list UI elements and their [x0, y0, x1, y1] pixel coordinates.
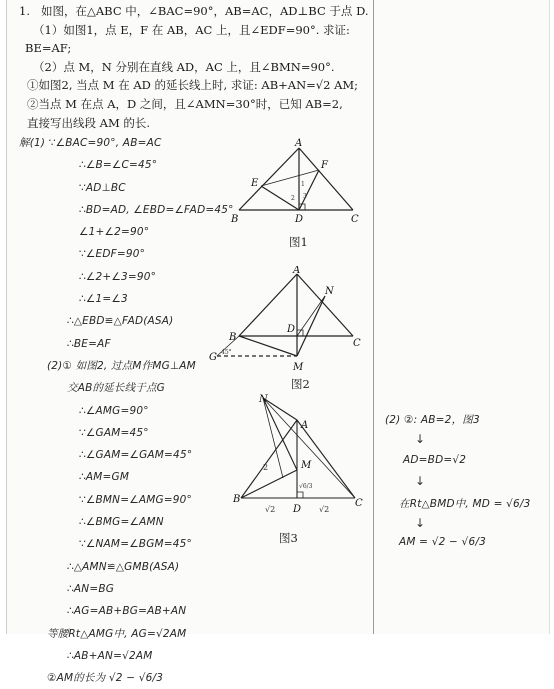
question-number: 1. — [19, 4, 30, 18]
solution-step: ∵∠GAM=45° — [79, 426, 149, 439]
solution-step: ∵AD⊥BC — [79, 181, 126, 194]
fig1-angle-1: 1 — [301, 181, 305, 188]
fig3-label-len-dc: √2 — [319, 505, 330, 514]
fig3-segment-bm — [241, 470, 297, 498]
solution-step: ∴△AMN≌△GMB(ASA) — [67, 560, 180, 573]
fig1-segment-ac — [299, 148, 353, 210]
fig3-label-a: A — [301, 420, 309, 431]
solution-step: (2)① 如图2, 过点M作MG⊥AM — [47, 359, 196, 372]
solution-step: ∴AM=GM — [79, 471, 130, 484]
fig1-label-d: D — [295, 214, 304, 225]
fig1-label-f: F — [321, 160, 328, 171]
side-solution-line: AM = √2 − √6/3 — [399, 536, 486, 548]
fig2-segment-ac — [297, 274, 353, 336]
down-arrow-icon: ↓ — [415, 516, 426, 530]
fig3-caption: 图3 — [279, 531, 298, 545]
problem-line-5: ①如图2, 当点 M 在 AD 的延长线上时, 求证: AB+AN=√2 AM; — [27, 78, 359, 93]
solution-step: ∴∠2+∠3=90° — [79, 270, 157, 283]
fig2-label-n: N — [325, 286, 334, 297]
fig3-label-len-md: √6/3 — [299, 483, 313, 490]
fig1-angle-3: 3 — [303, 193, 307, 200]
figure-2 — [207, 266, 367, 376]
fig1-caption: 图1 — [289, 235, 308, 249]
fig3-segment-ab — [241, 420, 297, 498]
fig2-angle-45: 45° — [221, 349, 232, 356]
fig2-caption: 图2 — [291, 377, 310, 391]
solution-step: ∠1+∠2=90° — [79, 226, 150, 239]
fig1-segment-ab — [239, 148, 299, 210]
solution-step: ∴AG=AB+BG=AB+AN — [67, 605, 187, 618]
solution-step: ∴∠BMG=∠AMN — [79, 516, 164, 529]
down-arrow-icon: ↓ — [415, 474, 426, 488]
solution-step: ∴∠B=∠C=45° — [79, 159, 158, 172]
fig2-label-d: D — [287, 324, 296, 335]
figure-1 — [229, 138, 369, 248]
fig2-label-a: A — [293, 266, 301, 276]
fig3-label-d: D — [293, 504, 302, 515]
fig3-label-len-bd: √2 — [265, 505, 276, 514]
fig1-label-c: C — [351, 214, 359, 225]
fig2-segment-mn — [297, 296, 325, 356]
figure-3 — [231, 390, 371, 520]
solution-step: ∴∠1=∠3 — [79, 293, 128, 306]
fig2-label-g: G — [209, 352, 217, 363]
problem-line-6: ②当点 M 在点 A，D 之间，且∠AMN=30°时，已知 AB=2, — [27, 96, 343, 111]
fig3-label-b: B — [233, 494, 241, 505]
solution-step: ∴△EBD≌△FAD(ASA) — [67, 315, 174, 328]
solution-step: ∵∠EDF=90° — [79, 248, 146, 261]
column-divider — [373, 0, 374, 634]
solution-step: ∵∠NAM=∠BGM=45° — [79, 538, 193, 551]
fig2-segment-bm — [239, 336, 297, 356]
problem-line-2: （1）如图1，点 E，F 在 AB，AC 上，且∠EDF=90°. 求证: — [33, 22, 350, 37]
problem-line-1: 1. 如图，在△ABC 中，∠BAC=90°，AB=AC，AD⊥BC 于点 D. — [19, 2, 369, 21]
handwritten-solution — [19, 132, 239, 689]
fig2-label-b: B — [229, 332, 237, 343]
solution-step: 交AB的延长线于点G — [67, 382, 166, 395]
solution-step: ∴∠GAM=∠GAM=45° — [79, 449, 193, 462]
solution-step: ∴BE=AF — [67, 337, 111, 350]
fig3-label-c: C — [355, 498, 363, 509]
fig1-label-e: E — [251, 178, 259, 189]
fig1-angle-2: 2 — [291, 195, 295, 202]
problem-line-4: （2）点 M，N 分别在直线 AD，AC 上，且∠BMN=90°. — [33, 59, 335, 74]
fig3-label-len-ab: 2 — [263, 463, 269, 472]
problem-statement — [19, 2, 369, 132]
fig1-label-a: A — [295, 138, 303, 149]
problem-line-7: 直接写出线段 AM 的长. — [27, 115, 151, 130]
solution-step: ∴∠AMG=90° — [79, 404, 149, 417]
fig1-label-b: B — [231, 214, 239, 225]
solution-step: 等腰Rt△AMG中, AG=√2AM — [47, 627, 187, 640]
fig3-label-m: M — [301, 460, 312, 471]
solution-step: ∴AN=BG — [67, 582, 115, 595]
fig2-label-m: M — [293, 362, 304, 373]
problem-line-3: BE=AF; — [25, 41, 72, 56]
worksheet-page — [6, 0, 550, 685]
fig2-label-c: C — [353, 338, 361, 349]
solution-step: ∴AB+AN=√2AM — [67, 649, 153, 662]
solution-step: ∴BD=AD, ∠EBD=∠FAD=45° — [79, 203, 234, 216]
side-solution-line: 在Rt△BMD中, MD = √6/3 — [399, 498, 531, 510]
down-arrow-icon: ↓ — [415, 432, 426, 446]
fig3-label-n: N — [259, 394, 268, 405]
side-solution-line: AD=BD=√2 — [403, 454, 467, 466]
solution-step: ②AM的长为 √2 − √6/3 — [47, 672, 164, 685]
side-solution-line: (2) ②: AB=2，图3 — [385, 414, 480, 426]
solution-step: ∵∠BMN=∠AMG=90° — [79, 493, 193, 506]
solution-step: 解(1) ∵∠BAC=90°, AB=AC — [19, 137, 162, 149]
fig3-right-angle — [297, 492, 303, 498]
